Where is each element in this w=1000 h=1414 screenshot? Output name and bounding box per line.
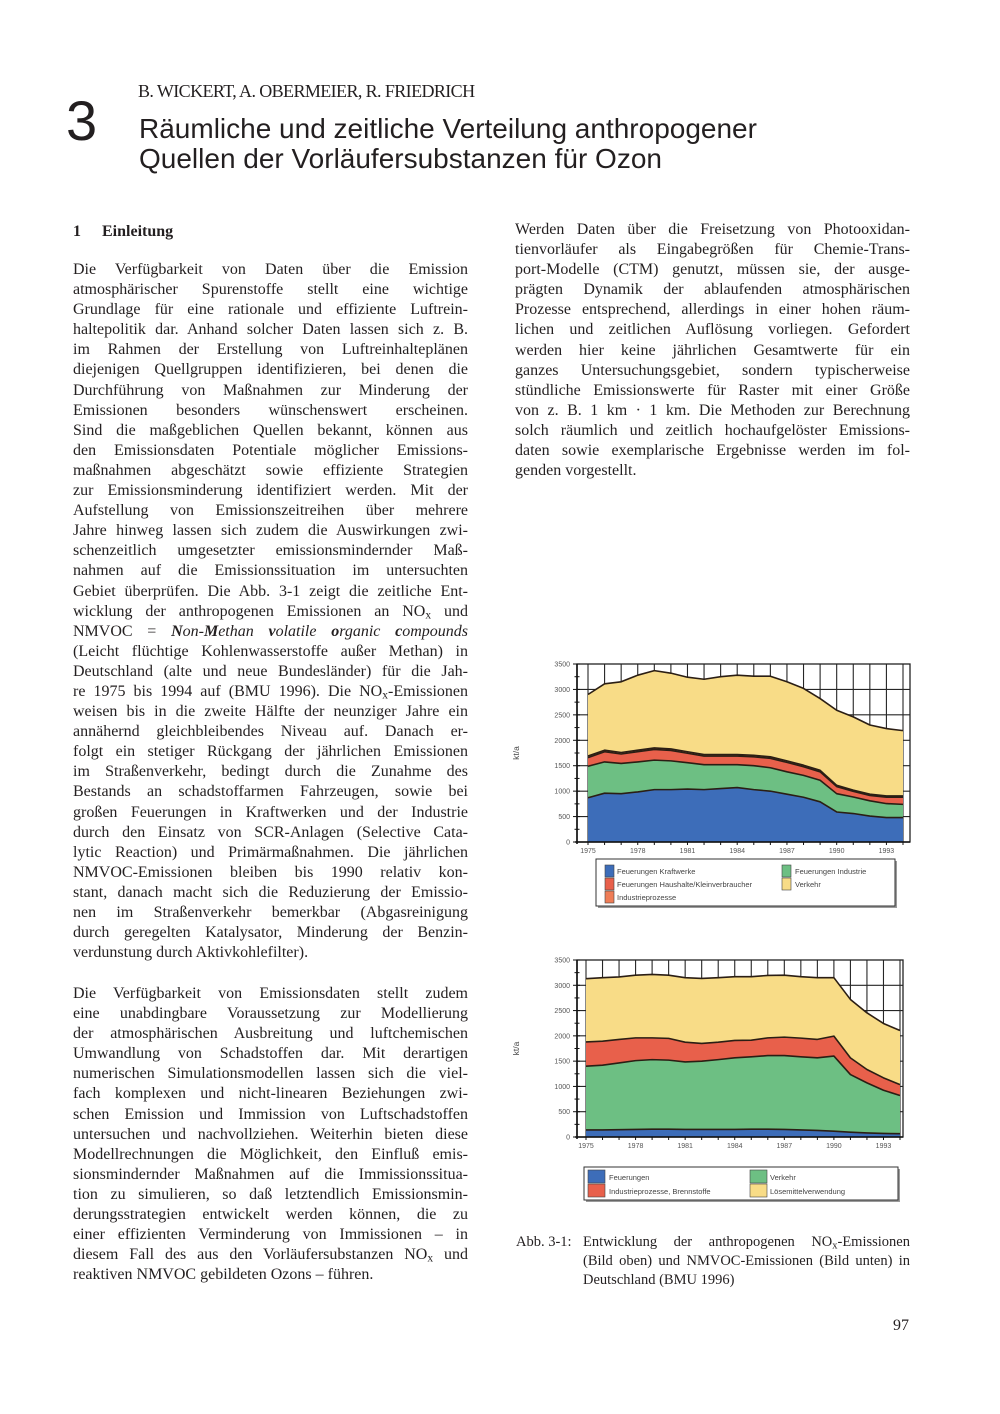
emphasis-text: c	[395, 622, 403, 640]
paragraph	[73, 984, 468, 1285]
page-number: 97	[893, 1317, 909, 1334]
text-line: untersuchen und nachvollziehen. Weiterhin bieten diese	[73, 1125, 468, 1143]
y-tick-label: 1000	[554, 788, 570, 796]
paragraph	[73, 260, 468, 963]
text-line: genden vorgestellt.	[515, 462, 637, 480]
text-line: folgt ein stetiger Rückgang der jährlichen Emissionen	[73, 743, 468, 761]
text-line: (Bild oben) und NMVOC-Emissionen (Bild unten) in	[583, 1253, 910, 1269]
text-line: im Rahmen der Erstellung von Luftreinhalteplänen	[73, 341, 468, 359]
text-line	[583, 1233, 910, 1252]
text-line: Werden Daten über die Freisetzung von Photooxidan-	[515, 221, 910, 238]
chapter-title-line: Räumliche und zeitliche Verteilung anthropogener	[139, 113, 757, 144]
x-tick-label: 1978	[627, 1143, 644, 1150]
legend-swatch-feuerungen	[588, 1170, 605, 1183]
text-line: haltepolitik dar. Anhand solcher Daten lassen sich z. B.	[73, 321, 468, 339]
y-tick-label: 2000	[554, 737, 570, 745]
text-line: ganzes Untersuchungsgebiet, sondern typischerweise	[515, 361, 910, 379]
text-segment: diesem Fall des aus den Vorläufersubstanzen NO	[73, 1246, 428, 1264]
text-segment: NMVOC =	[73, 622, 172, 640]
text-line: Emissionen besonders wünschenswert erscheinen.	[73, 401, 468, 419]
y-tick-label: 1000	[554, 1083, 570, 1091]
emphasis-text: on-	[182, 622, 204, 640]
legend-label: Industrieprozesse	[617, 893, 677, 902]
text-line: fach komplexen und nicht-linearen Beziehungen zwi-	[73, 1085, 468, 1103]
text-line: sionsmindernder Maßnahmen auf die Immissionssitua-	[73, 1165, 468, 1183]
legend-label: Feuerungen Kraftwerke	[617, 867, 696, 876]
section-heading	[73, 222, 373, 242]
emphasis-text: olatile	[275, 622, 332, 640]
y-tick-label: 2000	[554, 1033, 570, 1041]
x-tick-label: 1993	[875, 1143, 892, 1150]
y-tick-label: 2500	[554, 1008, 570, 1016]
text-line: solch räumlich und zeitlich hochaufgelöster Emissions-	[515, 421, 910, 439]
text-line	[73, 622, 468, 642]
emphasis-text: ethan	[218, 622, 269, 640]
text-line: Gebiet überprüfen. Die Abb. 3-1 zeigt die zeitliche Ent-	[73, 582, 468, 600]
subscript: x	[427, 1252, 434, 1265]
x-tick-label: 1987	[779, 848, 795, 855]
text-segment: -Emissionen	[388, 682, 468, 700]
y-tick-label: 2500	[554, 712, 570, 720]
x-tick-label: 1987	[776, 1143, 793, 1150]
subscript: x	[382, 689, 388, 702]
text-line: port-Modelle (CTM) genutzt, müssen sie, der ausge-	[515, 261, 910, 279]
text-line: lichen und zeitlichen Auflösung vorliegen. Gefordert	[515, 321, 910, 339]
legend-label: Industrieprozesse, Brennstoffe	[609, 1187, 711, 1196]
text-line: Deutschland (alte und neue Bundesländer) für die Jah-	[73, 662, 468, 680]
text-segment: Entwicklung der anthropogenen NO	[583, 1234, 833, 1250]
subscript: x	[832, 1240, 838, 1252]
section-title: Einleitung	[102, 223, 174, 240]
x-tick-label: 1978	[629, 848, 646, 855]
text-line: Sind die maßgeblichen Quellen bekannt, können aus	[73, 421, 468, 439]
x-tick-label: 1984	[729, 848, 745, 855]
legend-swatch-loesemittelverwendung	[750, 1184, 767, 1197]
text-line: nen im Straßenverkehr bemerkbar (Abgasreinigung	[73, 904, 468, 921]
text-line: Grundlage für eine rationale und effiziente Luftrein-	[73, 301, 468, 319]
text-line	[73, 1245, 468, 1265]
text-line: (Leicht flüchtige Kohlenwasserstoffe außer Methan) in	[73, 642, 468, 660]
chapter-title-line: Quellen der Vorläufersubstanzen für Ozon	[139, 143, 662, 174]
text-line: stant, danach macht sich die Reduzierung der Emissio-	[73, 883, 468, 901]
y-tick-label: 1500	[554, 763, 570, 771]
subscript: x	[425, 609, 432, 622]
text-line: Die Verfügbarkeit von Daten über die Emission	[73, 261, 468, 278]
authors: B. WICKERT, A. OBERMEIER, R. FRIEDRICH	[138, 81, 475, 101]
text-line: Die Verfügbarkeit von Emissionsdaten stellt zudem	[73, 985, 468, 1002]
text-line: NMVOC-Emissionen bleiben bis 1990 relativ kon-	[73, 863, 468, 881]
text-segment: und	[431, 602, 468, 620]
text-line: numerischen Simulationsmodellen lassen sich die viel-	[73, 1065, 468, 1083]
text-line: annähernd gleichbleibendes Niveau auf. Danach er-	[73, 723, 468, 741]
text-line: durch den Einsatz von SCR-Anlagen (Selective Cata-	[73, 823, 468, 841]
text-line: tienvorläufer als Eingabegrößen für Chemie-Trans-	[515, 241, 910, 259]
text-line: von z. B. 1 km · 1 km. Die Methoden zur Berechnung	[515, 401, 910, 419]
text-segment: wicklung der anthropogenen Emissionen an NO	[73, 602, 426, 620]
text-line: im Straßenverkehr, bedingt durch die Zunahme des	[73, 763, 468, 781]
text-segment: und	[433, 1246, 468, 1264]
y-tick-label: 500	[558, 814, 570, 822]
y-tick-label: 0	[566, 1134, 570, 1142]
y-tick-label: 3500	[554, 661, 570, 669]
legend-label: Lösemittelverwendung	[770, 1187, 846, 1196]
text-line: tion zu simulieren, so daß letztendlich Emissionsmin-	[73, 1185, 468, 1203]
text-line: einer effizienten Verminderung von Immissionen – in	[73, 1226, 468, 1244]
text-line: großen Feuerungen in Kraftwerken und der Industrie	[73, 803, 468, 821]
y-tick-label: 3500	[554, 957, 570, 965]
emphasis-text: o	[331, 622, 340, 640]
chapter-title	[139, 114, 757, 174]
text-line: Durchführung von Maßnahmen zur Minderung der	[73, 381, 468, 399]
text-segment: -Emissionen	[837, 1234, 910, 1250]
text-line: maßnahmen abgeschätzt sowie effiziente Strategien	[73, 461, 468, 479]
text-line: Jahre hinweg lassen sich zudem die Auswirkungen zwi-	[73, 522, 468, 540]
text-line: nahmen auf die Emissionssituation im untersuchten	[73, 562, 468, 580]
text-line: Aufstellung von Emissionszeitreihen über mehrere	[73, 502, 468, 520]
text-line: atmosphärischer Spurenstoffe stellt eine wichtige	[73, 281, 468, 299]
text-line: derungsstrategien entwickelt werden können, die zu	[73, 1206, 468, 1224]
text-line	[73, 602, 468, 622]
text-line: lytic Reaction) und Primärmaßnahmen. Die jährlichen	[73, 843, 468, 861]
text-line: werden hier keine jährlichen Gesamtwerte für ein	[515, 341, 910, 359]
x-tick-label: 1975	[578, 1143, 594, 1150]
text-line: stündliche Emissionswerte für Raster mit einer Größe	[515, 381, 910, 399]
x-tick-label: 1981	[677, 1143, 693, 1150]
legend-label: Verkehr	[770, 1173, 796, 1182]
chapter-number: 3	[66, 89, 98, 152]
text-segment: re 1975 bis 1994 auf (BMU 1996). Die NO	[73, 682, 383, 700]
legend-label: Feuerungen Industrie	[795, 867, 867, 876]
text-line: diejenigen Quellgruppen identifizieren, bei denen die	[73, 361, 468, 379]
y-tick-label: 3000	[554, 982, 570, 990]
text-line: durch geregelten Katalysator, Minderung der Benzin-	[73, 924, 468, 942]
emphasis-text: rganic	[339, 622, 396, 640]
text-line: verdunstung durch Aktivkohlefilter).	[73, 944, 309, 962]
y-tick-label: 0	[566, 839, 570, 847]
legend-label: Feuerungen Haushalte/Kleinverbraucher	[617, 880, 753, 889]
text-line	[73, 682, 468, 702]
emphasis-text: v	[268, 622, 276, 640]
text-line: eine unabdingbare Voraussetzung zur Modellierung	[73, 1005, 468, 1023]
text-line: Umwandlung von Schadstoffen dar. Mit derartigen	[73, 1045, 468, 1063]
x-tick-label: 1975	[580, 848, 596, 855]
text-line: prägten Dynamik der ablaufenden atmosphärischen	[515, 281, 910, 299]
legend-swatch-industrieprozesse	[605, 891, 614, 903]
emphasis-text: ompounds	[402, 622, 468, 640]
x-tick-label: 1990	[826, 1143, 842, 1150]
text-line: daten sowie exemplarische Ergebnisse werden im fol-	[515, 442, 910, 460]
legend-swatch-industrieprozesse-brennstoffe	[588, 1184, 605, 1197]
emphasis-text: N	[171, 622, 183, 640]
section-number: 1	[73, 223, 81, 240]
y-axis-label: kt/a	[511, 1041, 521, 1056]
text-line: den Emissionsdaten Potentiale möglicher Emissions-	[73, 441, 468, 459]
text-line: Modellrechnungen die Möglichkeit, den Einfluß emis-	[73, 1145, 468, 1163]
legend-swatch-feuerungen-haushalte-kleinverbraucher	[605, 878, 614, 890]
text-line: Deutschland (BMU 1996)	[583, 1272, 735, 1288]
nmvoc-emissions-chart	[505, 945, 925, 1207]
y-tick-label: 500	[558, 1109, 570, 1117]
nox-emissions-chart	[505, 650, 925, 912]
legend-swatch-feuerungen-industrie	[782, 865, 791, 877]
text-line: schen Emission und Immission von Luftschadstoffen	[73, 1105, 468, 1123]
emphasis-text: M	[203, 622, 219, 640]
x-tick-label: 1990	[828, 848, 845, 855]
y-tick-label: 1500	[554, 1058, 570, 1066]
text-line: reaktiven NMVOC gebildeten Ozons – führen.	[73, 1266, 374, 1284]
x-tick-label: 1984	[726, 1143, 743, 1150]
text-line: weisen bis in die zweite Hälfte der neunziger Jahre ein	[73, 703, 468, 721]
text-line: Prozesse entsprechend, allerdings in einer hohen räum-	[515, 301, 910, 319]
legend-label: Feuerungen	[609, 1173, 650, 1182]
legend-swatch-verkehr	[782, 878, 791, 890]
y-tick-label: 3000	[554, 686, 570, 694]
figure-label: Abb. 3-1:	[516, 1234, 572, 1250]
text-line: schenzeitlich umgesetzter emissionsmindernder Maß-	[73, 542, 468, 560]
legend-swatch-verkehr	[750, 1170, 767, 1183]
text-line: Bestands an schadstoffarmen Fahrzeugen, sowie bei	[73, 783, 468, 801]
paragraph	[515, 220, 910, 481]
figure-caption	[583, 1233, 910, 1290]
text-line: zur Emissionsminderung identifiziert werden. Mit der	[73, 482, 468, 500]
legend-label: Verkehr	[795, 880, 821, 889]
text-line: der atmosphärischen Ausbreitung und luftchemischen	[73, 1025, 468, 1043]
x-tick-label: 1993	[878, 848, 895, 855]
legend-swatch-feuerungen-kraftwerke	[605, 865, 614, 877]
x-tick-label: 1981	[679, 848, 696, 855]
y-axis-label: kt/a	[511, 746, 521, 760]
